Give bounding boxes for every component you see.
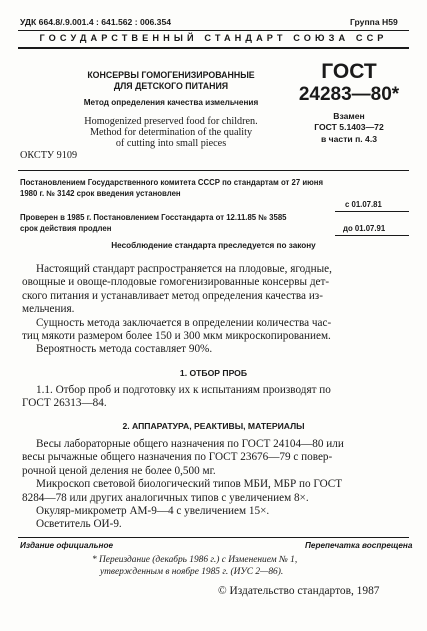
intro-p1-line: овощные и овоще-плодовые гомогенизированные консервы дет- <box>22 276 330 289</box>
legal-warning: Несоблюдение стандарта преследуется по закону <box>111 241 316 250</box>
section2-line: рочной ценой деления не более 0,500 мг. <box>22 464 216 477</box>
udk-code: УДК 664.8/.9.001.4 : 641.562 : 006.354 <box>20 17 172 27</box>
section2-heading: 2. АППАРАТУРА, РЕАКТИВЫ, МАТЕРИАЛЫ <box>122 421 305 431</box>
section2-line: Окуляр-микрометр АМ-9—4 с увеличением 15×. <box>36 505 270 518</box>
extended-date-rule <box>335 235 409 236</box>
effective-date: с 01.07.81 <box>345 200 382 209</box>
section2-line: Осветитель ОИ-9. <box>36 518 122 531</box>
section2-text <box>22 438 344 532</box>
section1-text <box>22 384 331 411</box>
effective-date-rule <box>335 211 409 212</box>
intro-p1-line: Настоящий стандарт распространяется на плодовые, ягодные, <box>36 263 332 275</box>
section2-line: Весы лабораторные общего назначения по ГОСТ 24104—80 или <box>36 438 344 450</box>
approval-line3: Проверен в 1985 г. Постановлением Госстандарта от 12.11.85 № 3585 <box>20 213 287 222</box>
header-top-rule <box>18 30 409 31</box>
replaced-standard: ГОСТ 5.1403—72 <box>314 122 384 132</box>
section2-line: Микроскоп световой биологический типов МБИ, МБР по ГОСТ <box>36 478 343 491</box>
title-ru-line2: ДЛЯ ДЕТСКОГО ПИТАНИЯ <box>113 81 229 91</box>
extended-date: до 01.07.91 <box>343 224 386 233</box>
replaced-part: в части п. 4.3 <box>320 134 377 144</box>
section1-heading: 1. ОТБОР ПРОБ <box>179 368 248 378</box>
gost-label: ГОСТ <box>321 60 377 83</box>
publisher-copyright: © Издательство стандартов, 1987 <box>218 585 380 597</box>
intro-p2-line: Сущность метода заключается в определении количества час- <box>36 316 332 329</box>
section1-line: 1.1. Отбор проб и подготовку их к испытаниям производят по <box>36 384 331 396</box>
group-code: Группа Н59 <box>350 17 398 27</box>
intro-text <box>22 263 332 357</box>
gost-number: 24283—80* <box>298 84 400 105</box>
reprint-prohibited: Перепечатка воспрещена <box>305 541 413 550</box>
section2-line: 8284—78 или других аналогичных типов с увеличением 8×. <box>22 491 309 504</box>
approval-line4: срок действия продлен <box>20 224 112 233</box>
title-ru-line1: КОНСЕРВЫ ГОМОГЕНИЗИРОВАННЫЕ <box>87 70 255 80</box>
approval-line2: 1980 г. № 3142 срок введения установлен <box>20 189 181 198</box>
approval-line1: Постановлением Государственного комитета СССР по стандартам от 27 июня <box>20 178 324 187</box>
intro-p1-line: ского питания и устанавливает метод определения качества из- <box>22 289 323 302</box>
reissue-note-line1: * Переиздание (декабрь 1986 г.) с Изменением № 1, <box>92 555 298 565</box>
state-standard-banner: ГОСУДАРСТВЕННЫЙ СТАНДАРТ СОЮЗА ССР <box>39 33 388 43</box>
section1-line: ГОСТ 26313—84. <box>22 397 107 410</box>
section2-line: весы рычажные общего назначения по ГОСТ 23676—79 с повер- <box>22 451 333 464</box>
intro-p2-line: тиц мякоти размером более 150 и 300 мкм микроскопированием. <box>22 330 331 343</box>
header-bottom-rule <box>18 47 409 49</box>
title-en-line2: Method for determination of the quality <box>89 127 253 138</box>
replaces-label: Взамен <box>333 111 365 121</box>
okstu-code: ОКСТУ 9109 <box>20 150 78 161</box>
footer-rule <box>18 537 409 538</box>
method-ru: Метод определения качества измельчения <box>83 98 259 107</box>
title-en-line1: Homogenized preserved food for children. <box>84 116 258 127</box>
official-edition: Издание официальное <box>20 541 113 550</box>
title-en-line3: of cutting into small pieces <box>115 138 227 149</box>
intro-p3-line: Вероятность метода составляет 90%. <box>36 343 213 356</box>
intro-p1-line: мельчения. <box>22 303 75 316</box>
reissue-note-line2: утвержденным в ноябре 1985 г. (ИУС 2—86). <box>100 567 284 577</box>
title-bottom-rule <box>18 170 409 171</box>
